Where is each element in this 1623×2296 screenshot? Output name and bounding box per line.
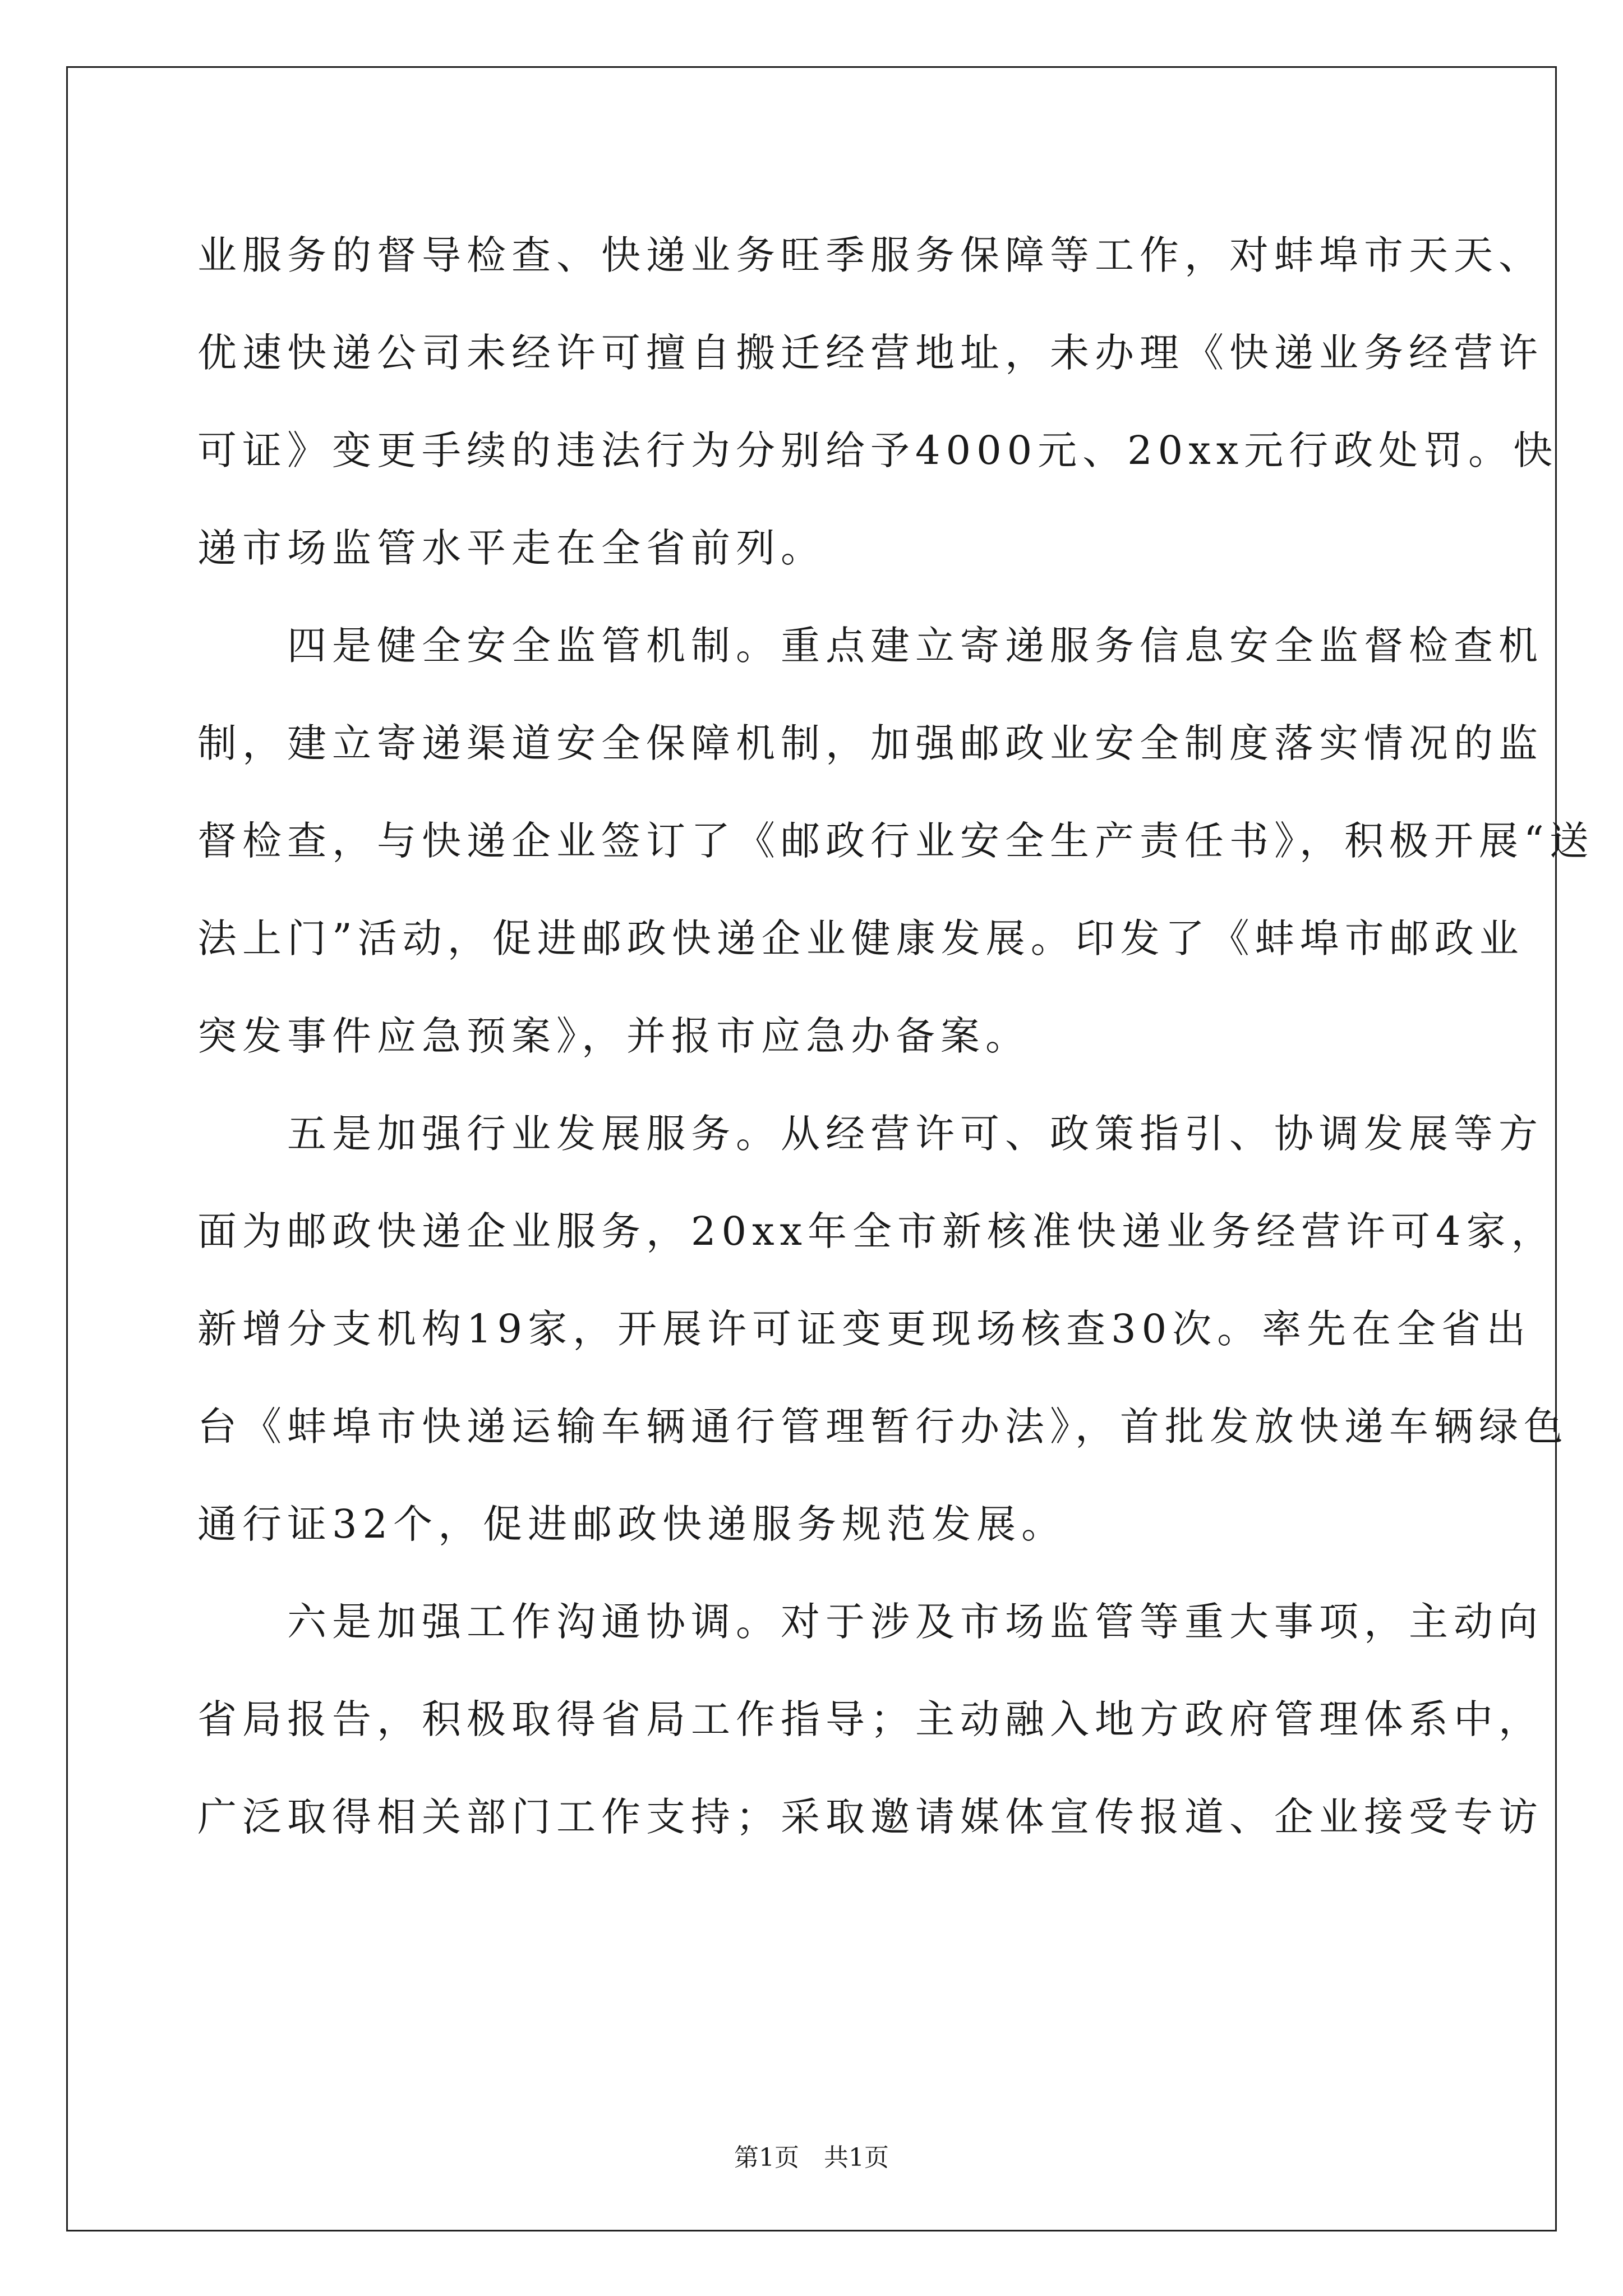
text-line: 五是加强行业发展服务。从经营许可、政策指引、协调发展等方	[197, 1111, 1543, 1157]
text-line: 制，建立寄递渠道安全保障机制，加强邮政业安全制度落实情况的监	[197, 720, 1543, 766]
text-line: 面为邮政快递企业服务，20xx年全市新核准快递业务经营许可4家，	[197, 1208, 1556, 1254]
text-line: 可证》变更手续的违法行为分别给予4000元、20xx元行政处罚。快	[197, 427, 1559, 473]
page-footer: 第1页 共1页	[734, 2143, 889, 2172]
paragraph-3	[197, 1085, 1569, 1573]
text-line: 通行证32个，促进邮政快递服务规范发展。	[197, 1501, 1067, 1547]
text-line: 六是加强工作沟通协调。对于涉及市场监管等重大事项，主动向	[197, 1599, 1543, 1645]
text-line: 递市场监管水平走在全省前列。	[197, 525, 826, 571]
text-line: 四是健全安全监管机制。重点建立寄递服务信息安全监督检查机	[197, 623, 1543, 669]
text-line: 优速快递公司未经许可擅自搬迁经营地址，未办理《快递业务经营许	[197, 330, 1543, 376]
text-line: 突发事件应急预案》，并报市应急办备案。	[197, 1013, 1030, 1059]
paragraph-2	[197, 597, 1594, 1085]
text-line: 广泛取得相关部门工作支持；采取邀请媒体宣传报道、企业接受专访	[197, 1794, 1543, 1840]
paragraph-1	[197, 206, 1559, 597]
text-line: 台《蚌埠市快递运输车辆通行管理暂行办法》，首批发放快递车辆绿色	[197, 1404, 1569, 1450]
document-body	[197, 206, 1594, 1866]
text-line: 业服务的督导检查、快递业务旺季服务保障等工作，对蚌埠市天天、	[197, 232, 1543, 278]
paragraph-4	[197, 1573, 1543, 1866]
text-line: 新增分支机构19家，开展许可证变更现场核查30次。率先在全省出	[197, 1306, 1532, 1352]
text-line: 法上门”活动，促进邮政快递企业健康发展。印发了《蚌埠市邮政业	[197, 915, 1524, 961]
text-line: 省局报告，积极取得省局工作指导；主动融入地方政府管理体系中，	[197, 1696, 1543, 1742]
text-line: 督检查，与快递企业签订了《邮政行业安全生产责任书》，积极开展“送	[197, 818, 1594, 864]
